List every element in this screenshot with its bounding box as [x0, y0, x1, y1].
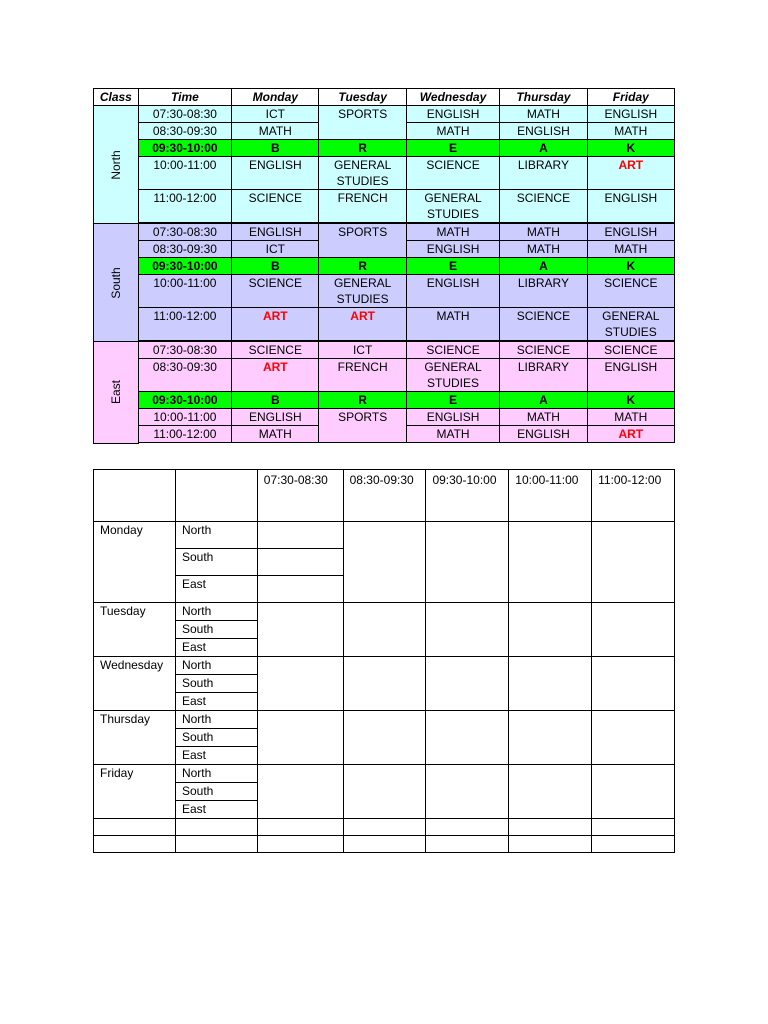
- time-cell: 11:00-12:00: [138, 308, 231, 341]
- grid-class-label: South: [175, 621, 257, 639]
- grid-class-label: South: [175, 783, 257, 801]
- grid-slot[interactable]: [257, 522, 343, 549]
- lesson-cell: MATH: [500, 106, 587, 123]
- lesson-cell: SCIENCE: [406, 342, 499, 359]
- grid-period-header: 11:00-12:00: [592, 470, 675, 522]
- grid-corner-cell: [94, 470, 176, 522]
- grid-slot[interactable]: [257, 711, 343, 765]
- grid-class-label: North: [175, 657, 257, 675]
- grid-slot[interactable]: [592, 603, 675, 657]
- time-cell: 10:00-11:00: [138, 275, 231, 308]
- lesson-cell: MATH: [232, 123, 319, 140]
- break-cell: A: [500, 140, 587, 157]
- grid-empty-cell[interactable]: [426, 836, 509, 853]
- time-cell: 08:30-09:30: [138, 123, 231, 140]
- break-row: [94, 392, 675, 409]
- break-cell: A: [500, 258, 587, 275]
- lesson-cell: ENGLISH: [406, 409, 499, 426]
- break-cell: K: [587, 140, 674, 157]
- grid-empty-cell[interactable]: [257, 836, 343, 853]
- grid-slot[interactable]: [592, 765, 675, 819]
- grid-slot[interactable]: [257, 657, 343, 711]
- break-cell: E: [406, 140, 499, 157]
- lesson-cell: ENGLISH: [500, 426, 587, 443]
- grid-slot[interactable]: [426, 765, 509, 819]
- grid-class-label: East: [175, 693, 257, 711]
- break-cell: R: [319, 392, 406, 409]
- grid-slot[interactable]: [343, 522, 426, 603]
- table-row: [94, 409, 675, 426]
- lesson-cell: MATH: [587, 409, 674, 426]
- lesson-cell: FRENCH: [319, 359, 406, 392]
- lesson-cell: ENGLISH: [587, 359, 674, 392]
- grid-slot[interactable]: [426, 657, 509, 711]
- grid-empty-cell[interactable]: [426, 819, 509, 836]
- grid-empty-cell[interactable]: [592, 836, 675, 853]
- lesson-cell-art: ART: [587, 426, 674, 443]
- break-row: [94, 258, 675, 275]
- grid-class-label: East: [175, 747, 257, 765]
- header-monday: Monday: [232, 89, 319, 106]
- break-cell: B: [232, 392, 319, 409]
- grid-class-label: East: [175, 801, 257, 819]
- time-cell: 09:30-10:00: [138, 392, 231, 409]
- grid-slot[interactable]: [343, 711, 426, 765]
- grid-slot[interactable]: [257, 765, 343, 819]
- break-cell: R: [319, 140, 406, 157]
- grid-empty-cell[interactable]: [343, 836, 426, 853]
- grid-slot[interactable]: [426, 603, 509, 657]
- grid-slot[interactable]: [426, 711, 509, 765]
- grid-class-label: South: [175, 729, 257, 747]
- grid-slot[interactable]: [343, 765, 426, 819]
- grid-empty-cell[interactable]: [343, 819, 426, 836]
- grid-empty-cell[interactable]: [94, 819, 176, 836]
- grid-slot[interactable]: [592, 657, 675, 711]
- break-cell: R: [319, 258, 406, 275]
- lesson-cell: ENGLISH: [232, 157, 319, 190]
- lesson-cell: ICT: [232, 241, 319, 258]
- time-cell: 09:30-10:00: [138, 140, 231, 157]
- grid-slot[interactable]: [343, 603, 426, 657]
- lesson-cell: SCIENCE: [232, 342, 319, 359]
- lesson-cell: ENGLISH: [406, 241, 499, 258]
- grid-slot[interactable]: [509, 603, 592, 657]
- lesson-cell: MATH: [406, 308, 499, 341]
- break-cell: E: [406, 258, 499, 275]
- header-time: Time: [138, 89, 231, 106]
- grid-slot[interactable]: [509, 522, 592, 603]
- lesson-cell-art: ART: [232, 308, 319, 341]
- lesson-cell: MATH: [406, 224, 499, 241]
- lesson-cell: SPORTS: [319, 409, 406, 443]
- grid-empty-cell[interactable]: [509, 836, 592, 853]
- lesson-cell: SCIENCE: [232, 275, 319, 308]
- time-cell: 11:00-12:00: [138, 190, 231, 223]
- break-cell: E: [406, 392, 499, 409]
- grid-class-label: East: [175, 639, 257, 657]
- class-label-south: South: [94, 224, 139, 342]
- lesson-cell: ENGLISH: [406, 275, 499, 308]
- time-cell: 07:30-08:30: [138, 224, 231, 241]
- lesson-cell: SPORTS: [319, 224, 406, 258]
- table-row: [94, 711, 675, 729]
- grid-day-label: Friday: [94, 765, 176, 819]
- grid-day-label: Monday: [94, 522, 176, 603]
- lesson-cell: SCIENCE: [500, 342, 587, 359]
- table-row: [94, 819, 675, 836]
- lesson-cell: MATH: [587, 123, 674, 140]
- break-cell: B: [232, 140, 319, 157]
- lesson-cell: GENERAL STUDIES: [319, 275, 406, 308]
- time-cell: 11:00-12:00: [138, 426, 231, 443]
- grid-day-label: Thursday: [94, 711, 176, 765]
- table-row: [94, 275, 675, 308]
- grid-class-label: North: [175, 711, 257, 729]
- lesson-cell: GENERAL STUDIES: [587, 308, 674, 341]
- lesson-cell: FRENCH: [319, 190, 406, 223]
- grid-period-header: 10:00-11:00: [509, 470, 592, 522]
- lesson-cell: SCIENCE: [587, 342, 674, 359]
- lesson-cell-art: ART: [232, 359, 319, 392]
- lesson-cell: MATH: [587, 241, 674, 258]
- lesson-cell: SCIENCE: [406, 157, 499, 190]
- grid-empty-cell[interactable]: [175, 819, 257, 836]
- time-cell: 08:30-09:30: [138, 241, 231, 258]
- grid-period-header: 07:30-08:30: [257, 470, 343, 522]
- grid-slot[interactable]: [257, 576, 343, 603]
- class-timetable: [93, 88, 675, 444]
- assignment-grid: [93, 469, 675, 853]
- grid-slot[interactable]: [426, 522, 509, 603]
- lesson-cell: GENERAL STUDIES: [406, 359, 499, 392]
- table-row: [94, 836, 675, 853]
- lesson-cell: SCIENCE: [500, 190, 587, 223]
- time-cell: 10:00-11:00: [138, 409, 231, 426]
- grid-day-label: Tuesday: [94, 603, 176, 657]
- table-row: [94, 359, 675, 392]
- lesson-cell: MATH: [500, 241, 587, 258]
- lesson-cell: ENGLISH: [587, 224, 674, 241]
- header-class: Class: [94, 89, 139, 106]
- lesson-cell: LIBRARY: [500, 157, 587, 190]
- table-row: [94, 765, 675, 783]
- table-row: [94, 157, 675, 190]
- lesson-cell: LIBRARY: [500, 275, 587, 308]
- table-row: [94, 190, 675, 223]
- lesson-cell: MATH: [406, 123, 499, 140]
- time-cell: 07:30-08:30: [138, 342, 231, 359]
- grid-class-label: East: [175, 576, 257, 603]
- grid-empty-cell[interactable]: [257, 819, 343, 836]
- lesson-cell: GENERAL STUDIES: [406, 190, 499, 223]
- break-cell: B: [232, 258, 319, 275]
- grid-period-header: 09:30-10:00: [426, 470, 509, 522]
- grid-slot[interactable]: [509, 711, 592, 765]
- lesson-cell: MATH: [500, 224, 587, 241]
- grid-period-header: 08:30-09:30: [343, 470, 426, 522]
- lesson-cell: SCIENCE: [500, 308, 587, 341]
- grid-slot[interactable]: [592, 711, 675, 765]
- lesson-cell: MATH: [232, 426, 319, 443]
- grid-class-label: North: [175, 765, 257, 783]
- break-cell: K: [587, 392, 674, 409]
- header-wednesday: Wednesday: [406, 89, 499, 106]
- header-tuesday: Tuesday: [319, 89, 406, 106]
- lesson-cell: LIBRARY: [500, 359, 587, 392]
- lesson-cell: MATH: [406, 426, 499, 443]
- table-row: [94, 342, 675, 359]
- lesson-cell-art: ART: [319, 308, 406, 341]
- grid-empty-cell[interactable]: [592, 819, 675, 836]
- grid-class-label: South: [175, 675, 257, 693]
- lesson-cell-art: ART: [587, 157, 674, 190]
- time-cell: 10:00-11:00: [138, 157, 231, 190]
- grid-slot[interactable]: [509, 765, 592, 819]
- lesson-cell: ENGLISH: [500, 123, 587, 140]
- grid-empty-cell[interactable]: [509, 819, 592, 836]
- table-row: [94, 308, 675, 341]
- lesson-cell: ENGLISH: [232, 409, 319, 426]
- grid-class-label: North: [175, 522, 257, 549]
- lesson-cell: ENGLISH: [232, 224, 319, 241]
- grid-empty-cell[interactable]: [175, 836, 257, 853]
- lesson-cell: SCIENCE: [232, 190, 319, 223]
- grid-slot[interactable]: [257, 603, 343, 657]
- table-row: [94, 522, 675, 549]
- grid-class-label: North: [175, 603, 257, 621]
- table-row: [94, 603, 675, 621]
- time-cell: 09:30-10:00: [138, 258, 231, 275]
- table-row: [94, 106, 675, 123]
- grid-class-label: South: [175, 549, 257, 576]
- lesson-cell: ICT: [232, 106, 319, 123]
- lesson-cell: SCIENCE: [587, 275, 674, 308]
- grid-header-row: [94, 470, 675, 522]
- class-label-east: East: [94, 342, 139, 444]
- header-friday: Friday: [587, 89, 674, 106]
- table-row: [94, 657, 675, 675]
- time-cell: 07:30-08:30: [138, 106, 231, 123]
- lesson-cell: ENGLISH: [587, 190, 674, 223]
- grid-slot[interactable]: [343, 657, 426, 711]
- lesson-cell: MATH: [500, 409, 587, 426]
- lesson-cell: GENERAL STUDIES: [319, 157, 406, 190]
- lesson-cell: ICT: [319, 342, 406, 359]
- lesson-cell: ENGLISH: [406, 106, 499, 123]
- grid-empty-cell[interactable]: [94, 836, 176, 853]
- grid-day-label: Wednesday: [94, 657, 176, 711]
- break-row: [94, 140, 675, 157]
- class-label-north: North: [94, 106, 139, 224]
- header-thursday: Thursday: [500, 89, 587, 106]
- grid-slot[interactable]: [509, 657, 592, 711]
- grid-slot[interactable]: [592, 522, 675, 603]
- break-cell: A: [500, 392, 587, 409]
- grid-slot[interactable]: [257, 549, 343, 576]
- time-cell: 08:30-09:30: [138, 359, 231, 392]
- grid-corner-cell: [175, 470, 257, 522]
- break-cell: K: [587, 258, 674, 275]
- lesson-cell: SPORTS: [319, 106, 406, 140]
- lesson-cell: ENGLISH: [587, 106, 674, 123]
- timetable-header-row: [94, 89, 675, 106]
- table-row: [94, 224, 675, 241]
